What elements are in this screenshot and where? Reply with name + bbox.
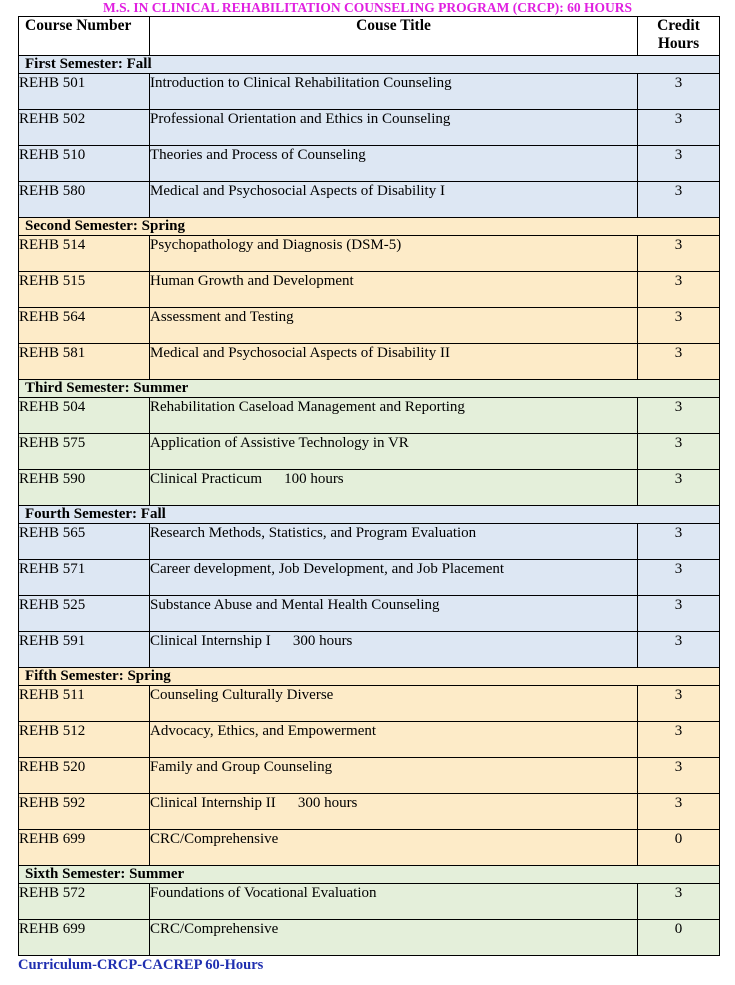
course-title-cell bbox=[150, 920, 638, 956]
course-hours-note: 300 hours bbox=[297, 795, 358, 811]
course-title-cell bbox=[150, 794, 638, 830]
course-title: Human Growth and Development bbox=[150, 273, 354, 289]
table-row bbox=[19, 794, 720, 830]
course-title-cell bbox=[150, 722, 638, 758]
course-title: Substance Abuse and Mental Health Counseling bbox=[150, 597, 440, 613]
course-hours-note: 300 hours bbox=[292, 633, 353, 649]
table-row bbox=[19, 524, 720, 560]
course-number: REHB 525 bbox=[19, 596, 150, 632]
course-title-cell bbox=[150, 434, 638, 470]
table-row bbox=[19, 434, 720, 470]
table-row bbox=[19, 722, 720, 758]
table-row bbox=[19, 236, 720, 272]
course-number: REHB 502 bbox=[19, 110, 150, 146]
course-title: Clinical Internship I bbox=[150, 633, 271, 649]
course-number: REHB 501 bbox=[19, 74, 150, 110]
course-title: Rehabilitation Caseload Management and Reporting bbox=[150, 399, 465, 415]
course-title-cell bbox=[150, 110, 638, 146]
semester-header-row bbox=[19, 506, 720, 524]
course-number: REHB 571 bbox=[19, 560, 150, 596]
course-number: REHB 564 bbox=[19, 308, 150, 344]
course-credit: 3 bbox=[638, 146, 720, 182]
header-credit-hours: Credit Hours bbox=[638, 17, 720, 56]
header-course-title: Couse Title bbox=[150, 17, 638, 56]
course-title: Medical and Psychosocial Aspects of Disability II bbox=[150, 345, 450, 361]
semester-label: First Semester: Fall bbox=[19, 56, 720, 74]
course-title: Application of Assistive Technology in VR bbox=[150, 435, 409, 451]
table-row bbox=[19, 560, 720, 596]
course-title: Family and Group Counseling bbox=[150, 759, 333, 775]
course-title-cell bbox=[150, 560, 638, 596]
course-credit: 3 bbox=[638, 596, 720, 632]
course-number: REHB 575 bbox=[19, 434, 150, 470]
course-title: Foundations of Vocational Evaluation bbox=[150, 885, 377, 901]
course-credit: 3 bbox=[638, 470, 720, 506]
table-row bbox=[19, 830, 720, 866]
semester-header-row bbox=[19, 866, 720, 884]
course-number: REHB 565 bbox=[19, 524, 150, 560]
course-credit: 3 bbox=[638, 884, 720, 920]
course-title: Career development, Job Development, and Job Placement bbox=[150, 561, 505, 577]
course-credit: 3 bbox=[638, 524, 720, 560]
course-credit: 3 bbox=[638, 560, 720, 596]
table-row bbox=[19, 398, 720, 434]
semester-header-row bbox=[19, 218, 720, 236]
course-credit: 3 bbox=[638, 182, 720, 218]
course-number: REHB 514 bbox=[19, 236, 150, 272]
course-title-cell bbox=[150, 344, 638, 380]
course-title-cell bbox=[150, 884, 638, 920]
course-credit: 3 bbox=[638, 686, 720, 722]
course-title: CRC/Comprehensive bbox=[150, 921, 279, 937]
course-title-cell bbox=[150, 830, 638, 866]
course-credit: 3 bbox=[638, 632, 720, 668]
table-row bbox=[19, 308, 720, 344]
table-row bbox=[19, 686, 720, 722]
course-title: Introduction to Clinical Rehabilitation Counseling bbox=[150, 75, 452, 91]
course-title: CRC/Comprehensive bbox=[150, 831, 279, 847]
table-row bbox=[19, 470, 720, 506]
course-number: REHB 580 bbox=[19, 182, 150, 218]
table-row bbox=[19, 758, 720, 794]
semester-label: Second Semester: Spring bbox=[19, 218, 720, 236]
table-row bbox=[19, 884, 720, 920]
course-title: Counseling Culturally Diverse bbox=[150, 687, 334, 703]
table-row bbox=[19, 74, 720, 110]
table-row bbox=[19, 146, 720, 182]
course-title-cell bbox=[150, 182, 638, 218]
course-title-cell bbox=[150, 74, 638, 110]
course-number: REHB 590 bbox=[19, 470, 150, 506]
page-title: M.S. IN CLINICAL REHABILITATION COUNSELING PROGRAM (CRCP): 60 HOURS bbox=[102, 0, 633, 15]
course-title: Clinical Internship II bbox=[150, 795, 276, 811]
course-number: REHB 581 bbox=[19, 344, 150, 380]
course-title-cell bbox=[150, 236, 638, 272]
course-title: Assessment and Testing bbox=[150, 309, 294, 325]
course-number: REHB 515 bbox=[19, 272, 150, 308]
course-number: REHB 510 bbox=[19, 146, 150, 182]
course-title: Medical and Psychosocial Aspects of Disability I bbox=[150, 183, 445, 199]
course-number: REHB 512 bbox=[19, 722, 150, 758]
course-number: REHB 699 bbox=[19, 920, 150, 956]
table-row bbox=[19, 632, 720, 668]
table-row bbox=[19, 596, 720, 632]
semester-label: Sixth Semester: Summer bbox=[19, 866, 720, 884]
course-title: Professional Orientation and Ethics in Counseling bbox=[150, 111, 451, 127]
course-credit: 3 bbox=[638, 74, 720, 110]
course-title-cell bbox=[150, 686, 638, 722]
course-credit: 3 bbox=[638, 344, 720, 380]
course-title-cell bbox=[150, 272, 638, 308]
course-number: REHB 504 bbox=[19, 398, 150, 434]
course-title-cell bbox=[150, 632, 638, 668]
course-title: Theories and Process of Counseling bbox=[150, 147, 366, 163]
semester-header-row bbox=[19, 380, 720, 398]
course-title-cell bbox=[150, 398, 638, 434]
course-title: Clinical Practicum bbox=[150, 471, 263, 487]
course-title: Psychopathology and Diagnosis (DSM-5) bbox=[150, 237, 402, 253]
course-credit: 3 bbox=[638, 308, 720, 344]
course-title-cell bbox=[150, 308, 638, 344]
course-credit: 0 bbox=[638, 830, 720, 866]
course-credit: 3 bbox=[638, 794, 720, 830]
course-number: REHB 592 bbox=[19, 794, 150, 830]
course-number: REHB 511 bbox=[19, 686, 150, 722]
semester-header-row bbox=[19, 668, 720, 686]
course-credit: 3 bbox=[638, 758, 720, 794]
course-credit: 3 bbox=[638, 434, 720, 470]
semester-header-row bbox=[19, 56, 720, 74]
footer-caption: Curriculum-CRCP-CACREP 60-Hours bbox=[18, 957, 264, 973]
course-title-cell bbox=[150, 524, 638, 560]
course-credit: 3 bbox=[638, 272, 720, 308]
course-title-cell bbox=[150, 758, 638, 794]
course-number: REHB 572 bbox=[19, 884, 150, 920]
course-credit: 3 bbox=[638, 110, 720, 146]
table-row bbox=[19, 182, 720, 218]
table-row bbox=[19, 344, 720, 380]
course-number: REHB 520 bbox=[19, 758, 150, 794]
course-title-cell bbox=[150, 596, 638, 632]
table-header-row bbox=[19, 17, 720, 56]
course-title-cell bbox=[150, 470, 638, 506]
course-title-cell bbox=[150, 146, 638, 182]
course-hours-note: 100 hours bbox=[284, 471, 344, 487]
course-number: REHB 699 bbox=[19, 830, 150, 866]
table-row bbox=[19, 110, 720, 146]
table-row bbox=[19, 920, 720, 956]
semester-label: Fifth Semester: Spring bbox=[19, 668, 720, 686]
curriculum-table bbox=[18, 16, 720, 956]
course-title: Advocacy, Ethics, and Empowerment bbox=[150, 723, 377, 739]
course-credit: 3 bbox=[638, 236, 720, 272]
table-row bbox=[19, 272, 720, 308]
course-title: Research Methods, Statistics, and Program Evaluation bbox=[150, 525, 477, 541]
course-credit: 3 bbox=[638, 722, 720, 758]
semester-label: Third Semester: Summer bbox=[19, 380, 720, 398]
semester-label: Fourth Semester: Fall bbox=[19, 506, 720, 524]
course-credit: 3 bbox=[638, 398, 720, 434]
header-course-number: Course Number bbox=[19, 17, 150, 56]
course-credit: 0 bbox=[638, 920, 720, 956]
course-number: REHB 591 bbox=[19, 632, 150, 668]
